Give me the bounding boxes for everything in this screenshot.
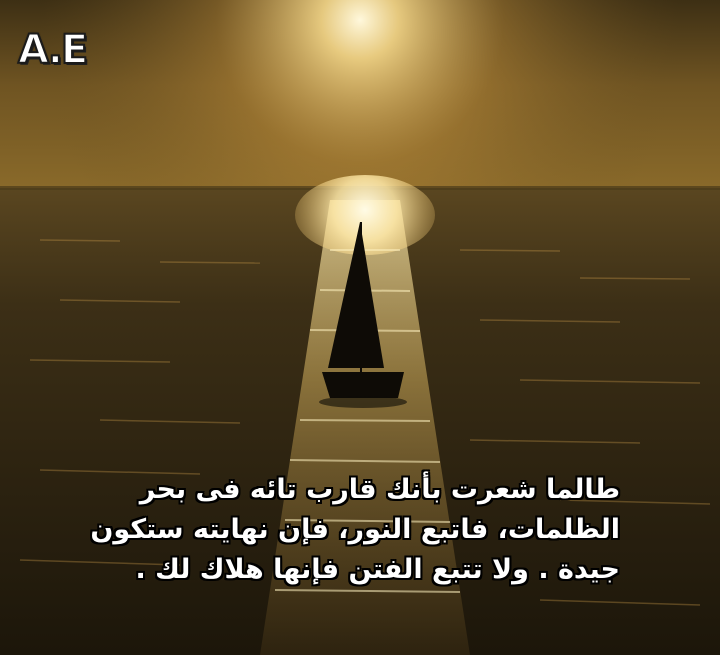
caption-line-1: طالما شعرت بأنك قارب تائه فى بحر [139,474,620,505]
mast [360,222,362,372]
sky-glow [0,0,720,190]
arabic-caption [90,470,620,590]
boat-shadow [319,396,407,408]
horizon-sun [295,175,435,255]
caption-line-3: جيدة . ولا تتبع الفتن فإنها هلاك لك . [135,554,620,585]
watermark-logo: A.E [18,27,87,73]
hull [322,372,404,398]
caption-line-2: الظلمات، فاتبع النور، فإن نهايته ستكون [90,514,620,545]
